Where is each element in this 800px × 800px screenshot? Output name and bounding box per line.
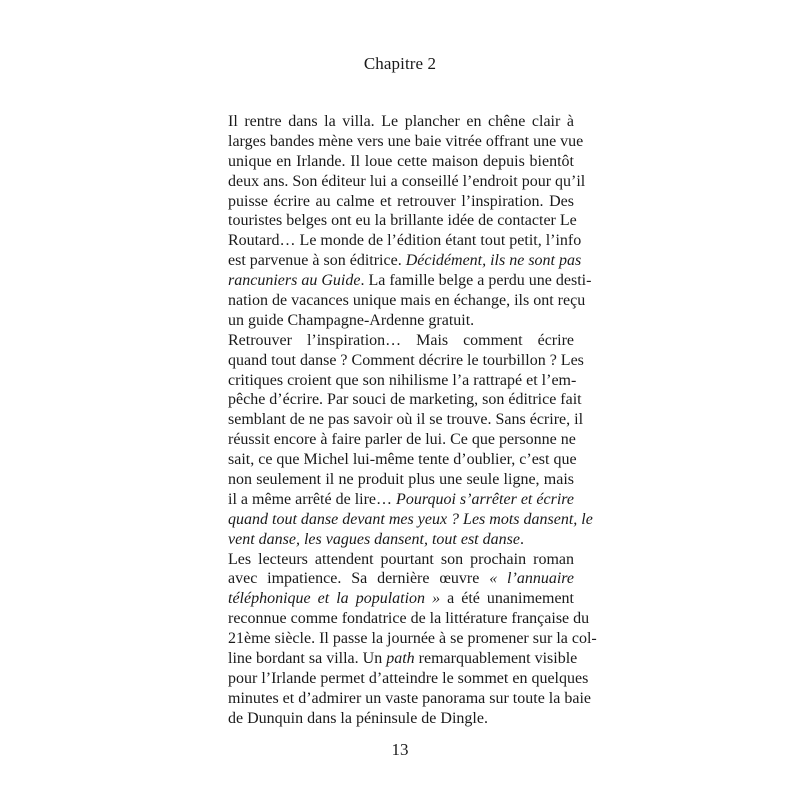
text-span: avec impatience. Sa dernière œuvre [228, 570, 490, 588]
text-span: line bordant sa villa. Un [228, 650, 387, 668]
text-span: quand tout danse ? Comment décrire le tourbillon ? Les [228, 351, 584, 369]
text-span: remarquablement visible [414, 650, 578, 668]
text-line [228, 112, 574, 132]
italic-text: téléphonique et la population » [228, 590, 441, 608]
text-span: Routard… Le monde de l’édition étant tout petit, l’info [228, 232, 582, 250]
text-line [228, 689, 591, 709]
text-span: pour l’Irlande permet d’atteindre le sommet en quelques [228, 669, 589, 687]
text-span: critiques croient que son nihilisme l’a rattrapé et l’em- [228, 371, 577, 389]
text-span: deux ans. Son éditeur lui a conseillé l’endroit pour qu’il [228, 172, 586, 190]
paragraph [228, 331, 593, 550]
text-line [228, 251, 582, 271]
text-span: larges bandes mène vers une baie vitrée offrant une vue [228, 132, 584, 150]
italic-text: quand tout danse devant mes yeux ? Les mots dansent, le [228, 510, 593, 528]
text-span: Il rentre dans la villa. Le plancher en chêne clair à [228, 113, 574, 130]
text-line [228, 211, 577, 231]
text-line [228, 609, 590, 629]
italic-text: vent danse, les vagues dansent, tout est danse [228, 530, 520, 548]
text-span: est parvenue à son éditrice. [228, 252, 406, 270]
text-line [228, 430, 574, 450]
text-span: minutes et d’admirer un vaste panorama sur toute la baie [228, 689, 591, 707]
text-line [228, 152, 574, 172]
text-line [228, 629, 597, 649]
italic-text: Pourquoi s’arrêter et écrire [396, 490, 575, 508]
text-span: réussit encore à faire parler de lui. Ce que personne ne [228, 431, 576, 449]
text-line [228, 291, 586, 311]
text-line [228, 331, 574, 351]
text-span: de Dunquin dans la péninsule de Dingle. [228, 709, 488, 727]
text-span: touristes belges ont eu la brillante idée de contacter Le [228, 212, 577, 230]
text-span: a été unanimement [440, 590, 574, 608]
text-span: sait, ce que Michel lui-même tente d’oublier, c’est que [228, 451, 577, 469]
italic-text: path [386, 650, 415, 668]
text-span: puisse écrire au calme et retrouver l’inspiration. Des [228, 192, 574, 210]
text-line [228, 371, 577, 391]
text-span: Retrouver l’inspiration… Mais comment écrire [228, 331, 574, 349]
text-line [228, 669, 589, 689]
text-span: nation de vacances unique mais en échange, ils ont reçu [228, 292, 586, 310]
text-line [228, 569, 574, 589]
text-span: 21ème siècle. Il passe la journée à se promener sur la col- [228, 630, 597, 648]
text-span: pêche d’écrire. Par souci de marketing, son éditrice fait [228, 391, 582, 409]
paragraph [228, 112, 592, 331]
text-span: un guide Champagne-Ardenne gratuit. [228, 311, 475, 329]
text-line [228, 709, 574, 729]
text-line [228, 410, 584, 430]
text-line [228, 271, 592, 291]
text-span: . La famille belge a perdu une desti- [360, 272, 592, 290]
text-span: Les lecteurs attendent pourtant son prochain roman [228, 550, 574, 568]
text-line [228, 172, 586, 192]
text-span: . [519, 530, 524, 548]
text-line [228, 351, 584, 371]
text-line [228, 589, 574, 609]
paragraph [228, 550, 597, 729]
text-span: unique en Irlande. Il loue cette maison depuis bientôt [228, 152, 574, 170]
italic-text: rancuniers au Guide [228, 272, 361, 290]
body-text [228, 112, 597, 729]
text-line [228, 450, 577, 470]
text-span: semblant de ne pas savoir où il se trouve. Sans écrire, il [228, 411, 584, 429]
text-line [228, 530, 574, 550]
text-line [228, 311, 574, 331]
text-span: reconnue comme fondatrice de la littérature française du [228, 610, 590, 628]
text-line [228, 192, 574, 212]
text-span: il a même arrêté de lire… [228, 490, 397, 508]
page-number: 13 [391, 740, 409, 759]
text-line [228, 510, 593, 530]
italic-text: Décidément, ils ne sont pas [405, 252, 582, 270]
text-span: non seulement il ne produit plus une seule ligne, mais [228, 471, 574, 489]
text-line [228, 649, 578, 669]
text-line [228, 490, 574, 510]
chapter-title: Chapitre 2 [363, 54, 437, 73]
text-line [228, 550, 574, 570]
italic-text: « l’annuaire [489, 570, 574, 588]
text-line [228, 390, 582, 410]
text-line [228, 470, 574, 490]
text-line [228, 132, 584, 152]
text-line [228, 231, 582, 251]
